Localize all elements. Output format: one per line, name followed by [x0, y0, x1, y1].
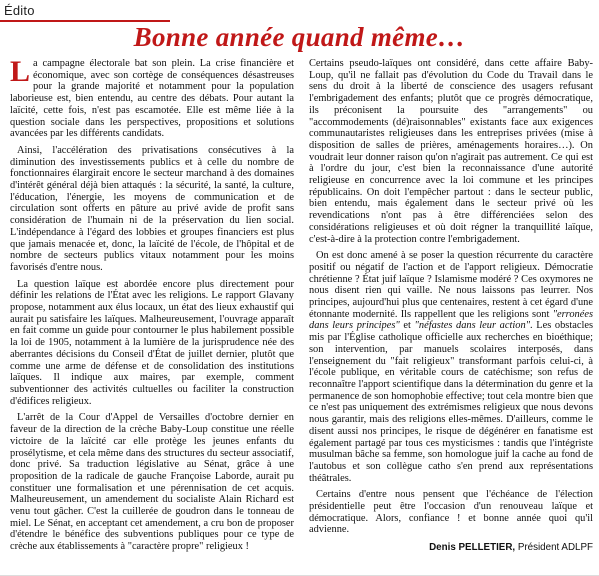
paragraph	[309, 250, 593, 484]
paragraph-text: On est donc amené à se poser la question récurrente du caractère positif ou négatif de l'action et de l'apport religieux. Démocratie chrétienne ? État juif laïque ? Islamisme modéré ? Ces oxymores ne nous disent rien qui vaille. Ne nous laissons pas leurrer. Nos principes, aujourd'hui plus que centenaires, restent à cet égard d'une étonnante modernité. Ils rappellent que les religions sont	[309, 250, 593, 320]
paragraph: La question laïque est abordée encore plus directement pour définir les relations de l'État avec les religions. Le rapport Glavany propose, notamment aux élus locaux, un état des lieux exhaustif qui aurait pu satisfaire les laïques. Malheureusement, l'ouvrage apparaît en fait comme un guide pour contourner le plus habilement possible la loi de 1905, notamment à la lumière de la jurisprudence née des aberrantes décisions du Conseil d'État de juillet dernier, plutôt que comme une arme de défense et de consolidation des institutions laïques. Il indique aux maires, par exemple, comment subventionner des activités cultuelles ou faciliter la construction d'édifices religieux.	[10, 278, 294, 407]
right-column	[309, 58, 593, 554]
signature-title: Président ADLPF	[515, 542, 593, 554]
headline: Bonne année quand même…	[133, 22, 466, 52]
signature	[309, 542, 593, 554]
paragraph	[10, 55, 294, 140]
paragraph-text: et	[399, 320, 415, 332]
paragraph: Certains d'entre nous pensent que l'échéance de l'élection présidentielle peut être l'occasion d'un renouveau laïque et démocratique. Alors, confiance ! et bonne année quoi qu'il advienne.	[309, 489, 593, 536]
section-label: Édito	[4, 3, 35, 18]
left-column	[10, 55, 294, 558]
signature-name: Denis PELLETIER,	[429, 542, 516, 554]
drop-cap: L	[10, 55, 31, 88]
paragraph: Certains pseudo-laïques ont considéré, dans cette affaire Baby-Loup, qu'il ne fallait pas d'évolution du Code du Travail dans le sens du droit à la liberté de conscience des usagers refusant l'embrigadement des enfants; plutôt que ce progrès démocratique, ils préconisent la poursuite des "arrangements" ou "accommodements (dé)raisonnables" existants face aux exigences communautaristes religieuses dans les entreprises privées (mise à disposition de salles de prières, aménagements horaires…). On voudrait leur donner raison qu'on n'agirait pas autrement. Ce qui est à l'ordre du jour, c'est bien la reconnaissance d'une autorité religieuse en concurrence avec la loi commune et les principes républicains. On doit l'empêcher partout : dans le secteur public, bien entendu, mais également dans le secteur privé où les revendications n'ont pas à être différenciées selon des considérations religieuses et où doit régner la tranquillité laïque, c'est-à-dire à la protection contre l'embrigadement.	[309, 58, 593, 245]
quotation: "erronées dans leurs principes"	[309, 308, 593, 332]
quotation: "néfastes dans leur action"	[414, 320, 531, 332]
paragraph: L'arrêt de la Cour d'Appel de Versailles d'octobre dernier en faveur de la direction de la crèche Baby-Loup constitue une réelle victoire de la laïcité car elle protège les jeunes enfants du prosélytisme, et cela même dans des structures du secteur associatif, donc privé. Sa traduction législative au Sénat, grâce à une proposition de la radicale de gauche Françoise Laborde, aurait pu constituer une formalisation et une pérennisation de cet acquis. Malheureusement, un amendement du socialiste Alain Richard est venu tout gâcher. C'est la cuillerée de goudron dans le tonneau de miel. Le Sénat, en acceptant cet amendement, a cru bon de proposer d'étendre le bénéfice des subventions publiques pour ce type de crèche aux établissements à "caractère propre" religieux !	[10, 412, 294, 553]
paragraph-text: a campagne électorale bat son plein. La crise financière et économique, avec son cortège de conséquences désastreuses pour la grande majorité et notamment pour la population laborieuse est, bien entendu, au centre des débats. Pour autant la laïcité, cette fois, n'est pas escamotée. Elle est même liée à la question sociale dans les perspectives, propositions et solutions avancées par les différents candidats.	[10, 58, 294, 140]
paragraph: Ainsi, l'accélération des privatisations consécutives à la diminution des investissements publics et à celle du nombre de fonctionnaires élargirait encore le secteur marchand à des domaines d'intérêt général déjà bien attaqués : la sécurité, la santé, la culture, l'éducation, l'énergie, les moyens de communication et de circulation sont offerts en pâture au privé avide de profit sans considération de l'humain ni de la préservation du lien social. L'indépendance à l'égard des lobbies et groupes financiers est plus que jamais menacée et, donc, la laïcité de l'école, de l'hôpital et de nombre de secteurs publics vitaux notamment pour les moins favorisés d'entre nous.	[10, 144, 294, 273]
paragraph-text: . Les obstacles mis par l'Église catholique officielle aux recherches en bioéthique; son intervention, par manuels scolaires interposés, dans l'enseignement du "fait religieux" transformant parfois celui-ci, à l'école publique, en véritable cours de catéchisme; son refus de reconnaître l'apport scientifique dans la détermination du genre et la permanence de son homophobie effective; tout cela montre bien que ce n'est pas uniquement des extrémismes religieux que nous devons nous garantir, mais des religions elles-mêmes. D'ailleurs, comme le disent aussi nos principes, le risque de dégénérer en fanatisme est également partagé par tous ces mysticismes : tandis que l'intégriste musulman bâche sa femme, son homologue juif la cache au fond de l'autobus et son collègue catho s'en prend aux représentations théâtrales.	[309, 320, 594, 484]
